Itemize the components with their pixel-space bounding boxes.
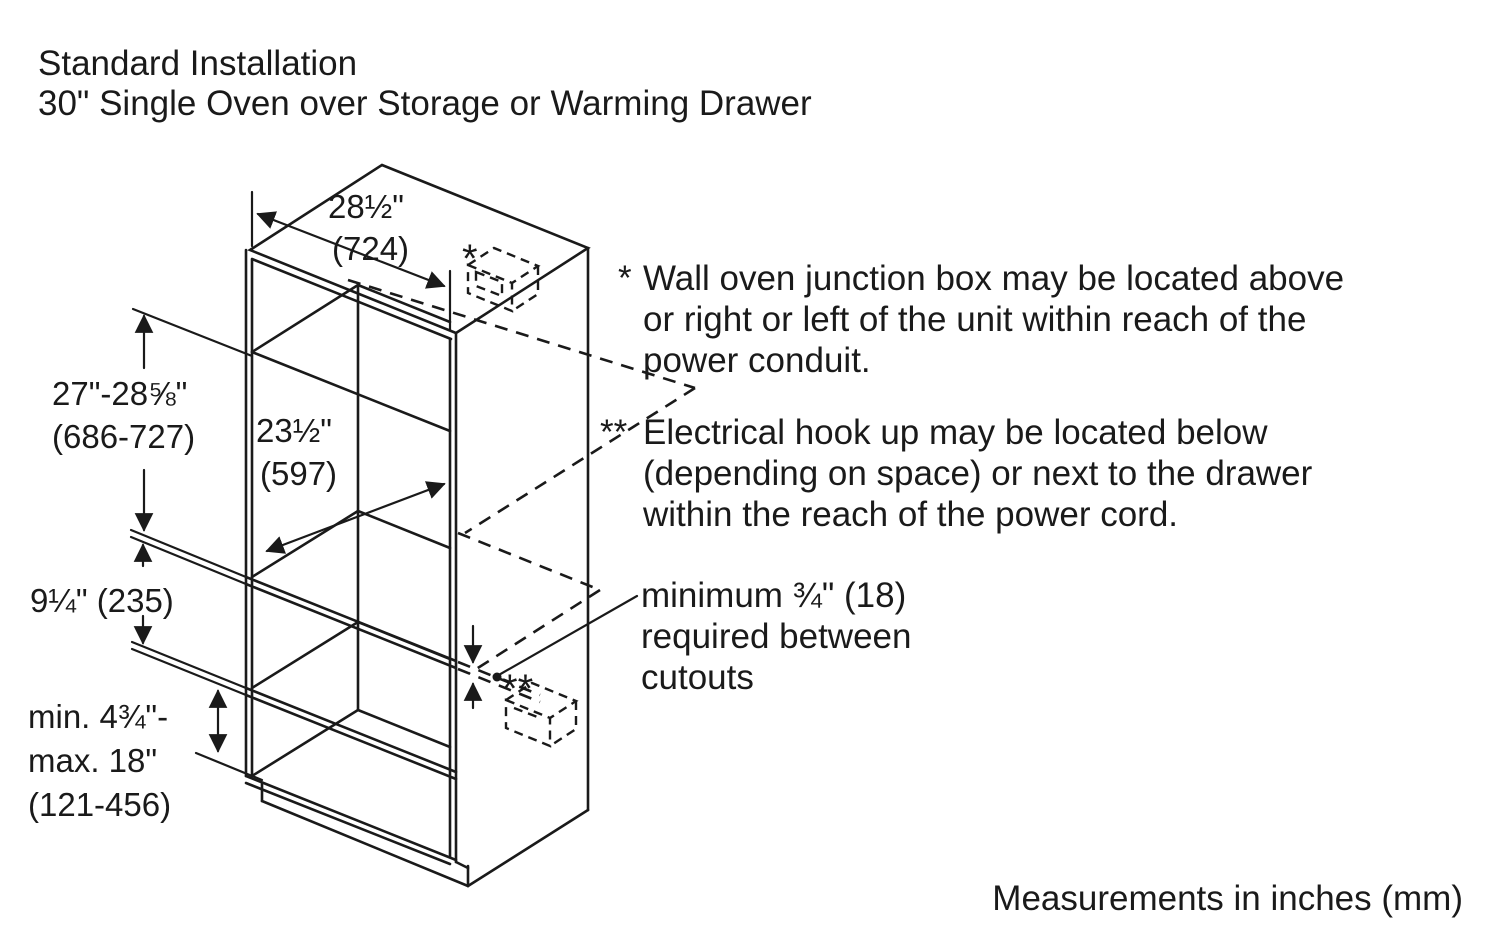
- dimension-lines: [131, 192, 637, 780]
- note-electrical-line-2: (depending on space) or next to the drawer: [643, 454, 1313, 493]
- dim-bottom-clearance-3: (121-456): [28, 786, 172, 823]
- title-line-1: Standard Installation: [38, 44, 358, 83]
- electrical-hookup-marker: **: [502, 667, 534, 711]
- note-junction-line-2: or right or left of the unit within reach of the: [643, 300, 1307, 339]
- note-min-cutouts-line-2: required between: [641, 617, 912, 656]
- dim-depth-mm: (597): [260, 455, 338, 492]
- note-junction-marker: *: [618, 259, 632, 298]
- note-electrical-marker: **: [600, 413, 628, 452]
- dim-bottom-clearance-1: min. 4¾"-: [28, 698, 169, 735]
- dim-oven-height-mm: (686-727): [52, 418, 196, 455]
- cabinet-outline: [246, 165, 588, 886]
- junction-box-marker: *: [462, 237, 478, 281]
- title-line-2: 30" Single Oven over Storage or Warming Drawer: [38, 84, 812, 123]
- note-electrical-line-1: Electrical hook up may be located below: [643, 413, 1268, 452]
- dim-bottom-clearance-2: max. 18": [28, 742, 158, 779]
- note-junction-line-3: power conduit.: [643, 341, 871, 380]
- dim-drawer-height: 9¼" (235): [30, 582, 174, 619]
- dim-oven-height-inches: 27"-28⅝": [52, 375, 188, 412]
- dim-cutout-width-mm: (724): [332, 230, 410, 267]
- note-junction-line-1: Wall oven junction box may be located above: [643, 259, 1345, 298]
- note-electrical-line-3: within the reach of the power cord.: [643, 495, 1179, 534]
- footer-units-note: Measurements in inches (mm): [992, 879, 1463, 918]
- dim-cutout-width-inches: 28½": [328, 188, 404, 225]
- dim-depth-inches: 23½": [256, 412, 332, 449]
- leader-dot: [493, 673, 502, 682]
- note-min-cutouts-line-3: cutouts: [641, 658, 754, 697]
- note-min-cutouts-line-1: minimum ¾" (18): [641, 576, 907, 615]
- text-layer: [28, 44, 1463, 918]
